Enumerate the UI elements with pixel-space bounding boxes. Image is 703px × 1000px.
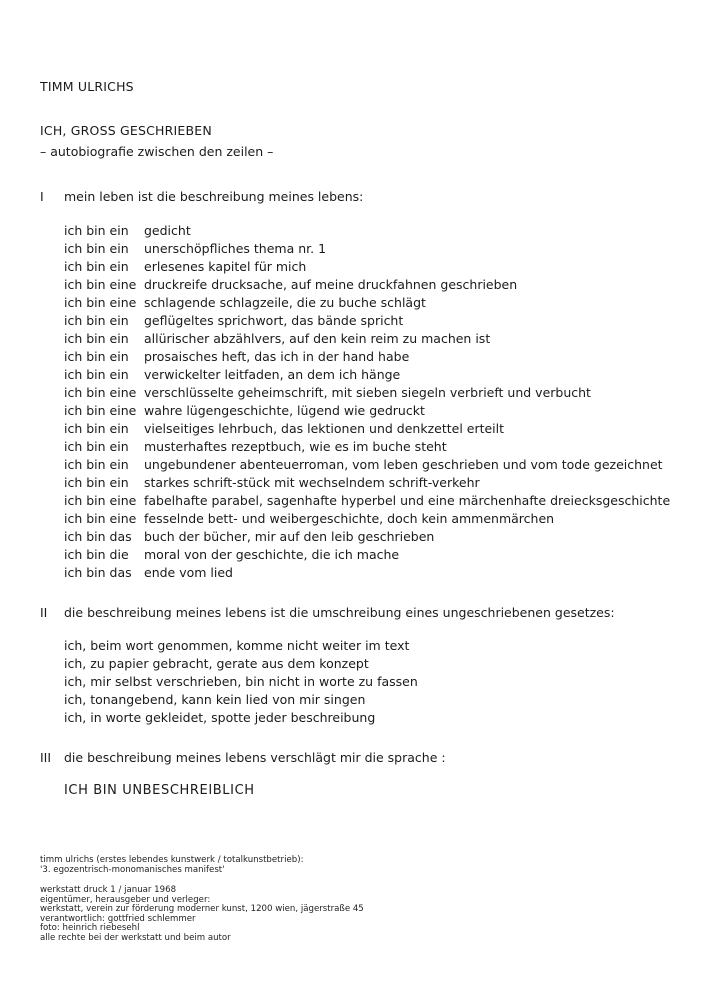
section-1-line [64,294,670,312]
line-text: buch der bücher, mir auf den leib geschrieben [144,529,435,544]
line-prefix: ich bin ein [64,331,129,346]
line-prefix: ich bin ein [64,349,129,364]
section-1-line [64,438,670,456]
line-text: prosaisches heft, das ich in der hand habe [144,349,410,364]
section-1-line [64,222,670,240]
section-1-line [64,312,670,330]
colophon-line: verantwortlich: gottfried schlemmer [40,913,196,924]
section-2-heading: die beschreibung meines lebens ist die umschreibung eines ungeschriebenen gesetzes: [64,605,615,620]
line-text: geflügeltes sprichwort, das bände spricht [144,313,404,328]
line-prefix: ich bin ein [64,439,129,454]
section-1-line [64,330,670,348]
line-prefix: ich bin das [64,565,132,580]
section-1-lines [64,222,670,582]
line-text: unerschöpfliches thema nr. 1 [144,241,327,256]
colophon-line: eigentümer, herausgeber und verleger: [40,894,211,905]
line-prefix: ich bin ein [64,241,129,256]
section-1-line [64,474,670,492]
line-text: druckreife drucksache, auf meine druckfahnen geschrieben [144,277,518,292]
section-1-line [64,240,670,258]
line-prefix: ich bin ein [64,223,129,238]
line-prefix: ich bin ein [64,367,129,382]
colophon-line: '3. egozentrisch-monomanisches manifest' [40,864,225,875]
line-text: verwickelter leitfaden, an dem ich hänge [144,367,401,382]
line-prefix: ich bin ein [64,259,129,274]
line-prefix: ich bin eine [64,493,137,508]
line-text: starkes schrift-stück mit wechselndem schrift-verkehr [144,475,480,490]
line-text: erlesenes kapitel für mich [144,259,307,274]
colophon-line: timm ulrichs (erstes lebendes kunstwerk / totalkunstbetrieb): [40,855,304,865]
line-prefix: ich bin ein [64,475,129,490]
document-subtitle: – autobiografie zwischen den zeilen – [40,144,274,159]
section-2-line: ich, zu papier gebracht, gerate aus dem konzept [64,656,369,671]
line-text: fesselnde bett- und weibergeschichte, doch kein ammenmärchen [144,511,555,526]
section-1-line [64,492,670,510]
colophon-credit [40,856,303,875]
section-1-line [64,402,670,420]
closing-statement: ICH BIN UNBESCHREIBLICH [64,783,255,798]
section-1-line [64,510,670,528]
line-text: moral von der geschichte, die ich mache [144,547,400,562]
line-text: ungebundener abenteuerroman, vom leben geschrieben und vom tode gezeichnet [144,457,663,472]
line-prefix: ich bin das [64,529,132,544]
colophon-line: foto: heinrich riebesehl [40,923,140,933]
section-1-line [64,528,670,546]
section-1-line [64,420,670,438]
section-2-line: ich, beim wort genommen, komme nicht weiter im text [64,638,410,653]
section-2-lines [64,637,418,727]
author-name: TIMM ULRICHS [40,79,134,94]
line-text: gedicht [144,223,191,238]
line-prefix: ich bin eine [64,295,137,310]
section-1-line [64,258,670,276]
colophon-line: werkstatt, verein zur förderung moderner kunst, 1200 wien, jägerstraße 45 [40,904,364,914]
line-text: schlagende schlagzeile, die zu buche schlägt [144,295,426,310]
section-1-line [64,384,670,402]
section-1-line [64,456,670,474]
colophon-line: alle rechte bei der werkstatt und beim autor [40,932,231,943]
line-text: musterhaftes rezeptbuch, wie es im buche steht [144,439,447,454]
section-3-numeral: III [40,750,52,765]
line-text: verschlüsselte geheimschrift, mit sieben siegeln verbrieft und verbucht [144,385,591,400]
line-prefix: ich bin die [64,547,129,562]
line-prefix: ich bin eine [64,385,137,400]
colophon-imprint [40,886,364,943]
section-1-line [64,276,670,294]
section-1-line [64,366,670,384]
section-3-heading: die beschreibung meines lebens verschlägt mir die sprache : [64,750,446,765]
section-1-heading: mein leben ist die beschreibung meines lebens: [64,189,364,204]
colophon-line: werkstatt druck 1 / januar 1968 [40,885,177,895]
line-text: fabelhafte parabel, sagenhafte hyperbel und eine märchenhafte dreiecksgeschichte [144,493,671,508]
section-2-line: ich, tonangebend, kann kein lied von mir singen [64,692,366,707]
section-1-line [64,564,670,582]
line-prefix: ich bin ein [64,313,129,328]
document-title: ICH, GROSS GESCHRIEBEN [40,123,212,138]
line-text: allürischer abzählvers, auf den kein reim zu machen ist [144,331,491,346]
section-2-line: ich, mir selbst verschrieben, bin nicht in worte zu fassen [64,674,418,689]
section-1-line [64,546,670,564]
section-2-line: ich, in worte gekleidet, spotte jeder beschreibung [64,710,376,725]
section-2-numeral: II [40,605,48,620]
section-1-numeral: I [40,189,44,204]
line-prefix: ich bin eine [64,511,137,526]
line-text: ende vom lied [144,565,233,580]
line-text: vielseitiges lehrbuch, das lektionen und denkzettel erteilt [144,421,505,436]
line-prefix: ich bin eine [64,403,137,418]
line-prefix: ich bin eine [64,277,137,292]
line-text: wahre lügengeschichte, lügend wie gedruckt [144,403,425,418]
section-1-line [64,348,670,366]
line-prefix: ich bin ein [64,457,129,472]
line-prefix: ich bin ein [64,421,129,436]
